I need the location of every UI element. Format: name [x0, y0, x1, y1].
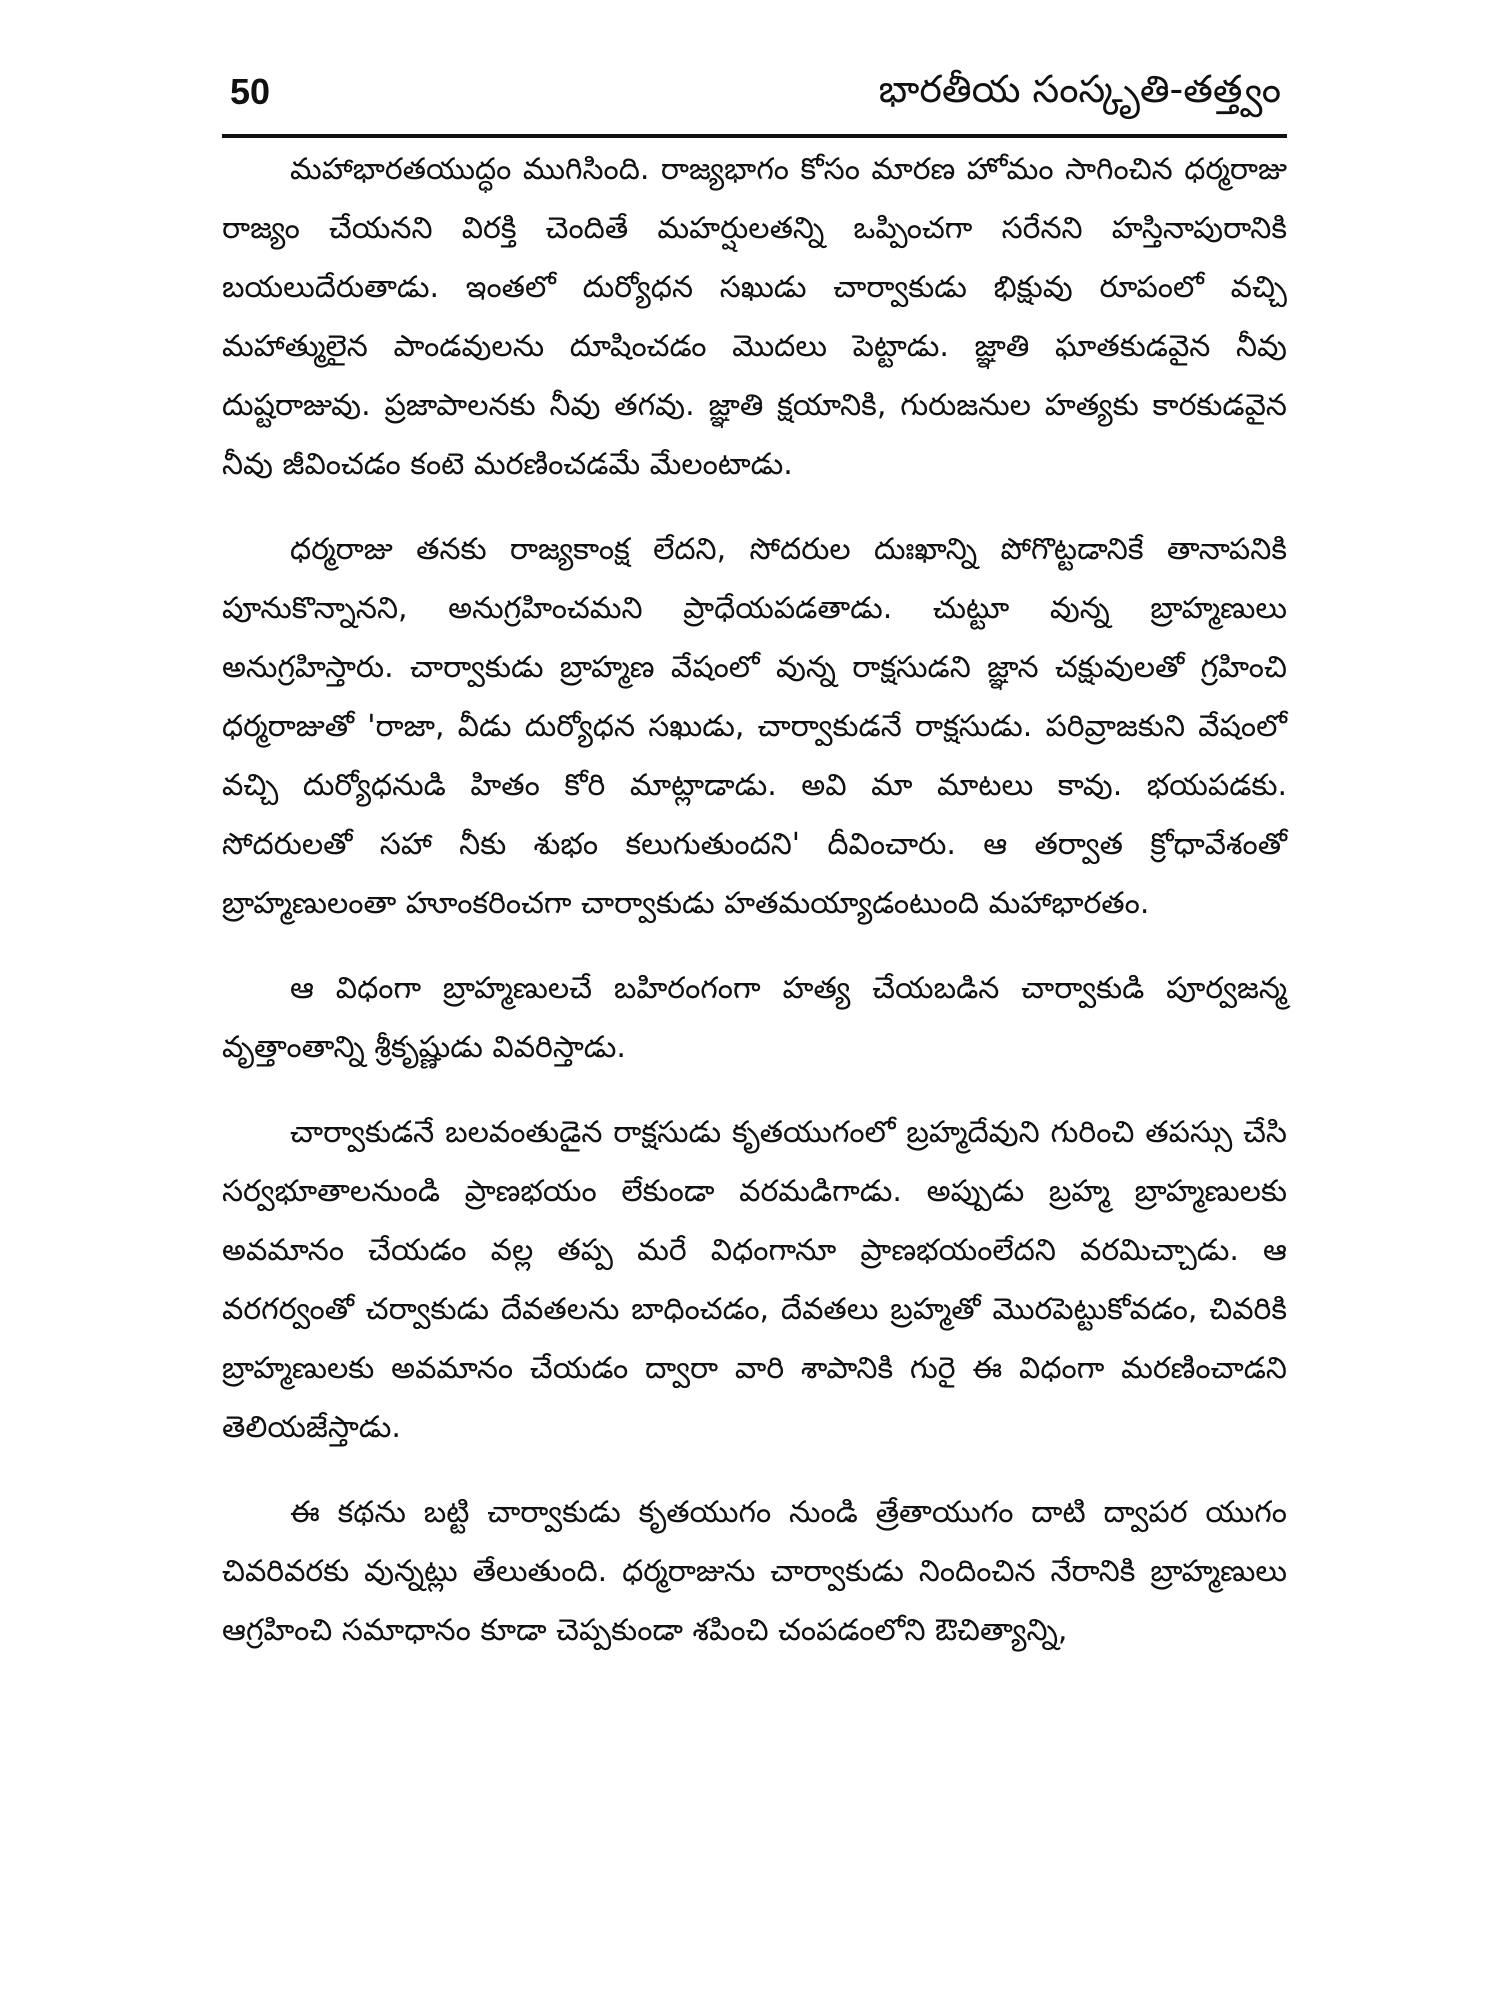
paragraph-3: ఆ విధంగా బ్రాహ్మణులచే బహిరంగంగా హత్య చేయబడిన చార్వాకుడి పూర్వజన్మ వృత్తాంతాన్ని శ్రీకృష్ణుడు వివరిస్తాడు. [222, 971, 1287, 1065]
running-title: భారతీయ సంస్కృతి-తత్త్వం [878, 67, 1281, 111]
paragraph-1: మహాభారతయుద్ధం ముగిసింది. రాజ్యభాగం కోసం మారణ హోమం సాగించిన ధర్మరాజు రాజ్యం చేయనని విరక్తి చెందితే మహర్షులతన్ని ఒప్పించగా సరేనని హస్తినాపురానికి బయలుదేరుతాడు. ఇంతలో దుర్యోధన సఖుడు చార్వాకుడు భిక్షువు రూపంలో వచ్చి మహాత్ములైన పాండవులను దూషించడం మొదలు పెట్టాడు. జ్ఞాతి ఘాతకుడవైన నీవు దుష్టరాజువు. ప్రజాపాలనకు నీవు తగవు. జ్ఞాతి క్షయానికి, గురుజనుల హత్యకు కారకుడవైన నీవు జీవించడం కంటె మరణించడమే మేలంటాడు. [222, 152, 1287, 482]
paragraph-2: ధర్మరాజు తనకు రాజ్యకాంక్ష లేదని, సోదరుల దుఃఖాన్ని పోగొట్టడానికే తానాపనికి పూనుకొన్నానని, అనుగ్రహించమని ప్రాధేయపడతాడు. చుట్టూ వున్న బ్రాహ్మణులు అనుగ్రహిస్తారు. చార్వాకుడు బ్రాహ్మణ వేషంలో వున్న రాక్షసుడని జ్ఞాన చక్షువులతో గ్రహించి ధర్మరాజుతో 'రాజా, వీడు దుర్యోధన సఖుడు, చార్వాకుడనే రాక్షసుడు. పరివ్రాజకుని వేషంలో వచ్చి దుర్యోధనుడి హితం కోరి మాట్లాడాడు. అవి మా మాటలు కావు. భయపడకు. సోదరులతో సహా నీకు శుభం కలుగుతుందని' దీవించారు. ఆ తర్వాత క్రోధావేశంతో బ్రాహ్మణులంతా హూంకరించగా చార్వాకుడు హతమయ్యాడంటుంది మహాభారతం. [222, 532, 1287, 921]
paragraph-5: ఈ కథను బట్టి చార్వాకుడు కృతయుగం నుండి త్రేతాయుగం దాటి ద్వాపర యుగం చివరివరకు వున్నట్లు తేలుతుంది. ధర్మరాజును చార్వాకుడు నిందించిన నేరానికి బ్రాహ్మణులు ఆగ్రహించి సమాధానం కూడా చెప్పకుండా శపించి చంపడంలోని ఔచిత్యాన్ని, [222, 1495, 1287, 1648]
header-rule [222, 134, 1287, 138]
page-number: 50 [230, 71, 271, 112]
body-text [222, 140, 1287, 1660]
page-header [222, 58, 1287, 132]
paragraph-4: చార్వాకుడనే బలవంతుడైన రాక్షసుడు కృతయుగంలో బ్రహ్మదేవుని గురించి తపస్సు చేసి సర్వభూతాలనుండి ప్రాణభయం లేకుండా వరమడిగాడు. అప్పుడు బ్రహ్మ బ్రాహ్మణులకు అవమానం చేయడం వల్ల తప్ప మరే విధంగానూ ప్రాణభయంలేదని వరమిచ్చాడు. ఆ వరగర్వంతో చర్వాకుడు దేవతలను బాధించడం, దేవతలు బ్రహ్మతో మొరపెట్టుకోవడం, చివరికి బ్రాహ్మణులకు అవమానం చేయడం ద్వారా వారి శాపానికి గురై ఈ విధంగా మరణించాడని తెలియజేస్తాడు. [222, 1115, 1287, 1445]
